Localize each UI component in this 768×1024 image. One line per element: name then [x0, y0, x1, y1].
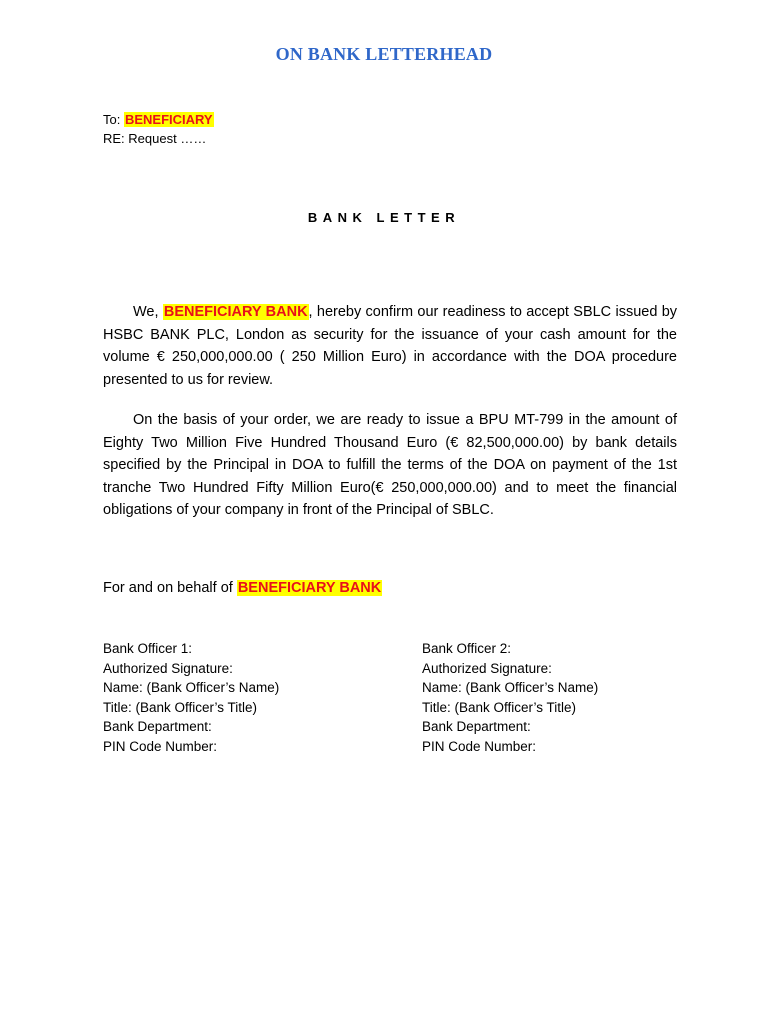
officer-title: Title: (Bank Officer’s Title): [103, 699, 258, 715]
behalf-line: [103, 577, 382, 599]
officer-department: Bank Department:: [422, 719, 531, 734]
re-subject: Request ……: [128, 131, 207, 146]
to-recipient: BENEFICIARY: [124, 112, 213, 127]
to-label: To:: [103, 112, 121, 127]
officer-title: Title: (Bank Officer’s Title): [422, 699, 577, 715]
re-label: RE:: [103, 131, 125, 146]
to-line: [103, 110, 214, 129]
paragraph-confirmation: [103, 301, 677, 391]
behalf-text: For and on behalf of: [103, 580, 233, 596]
officer-heading: Bank Officer 1:: [103, 641, 193, 656]
officer-pin: PIN Code Number:: [422, 738, 537, 754]
paragraph-order: On the basis of your order, we are ready to issue a BPU MT-799 in the amount of Eighty Two Million Five Hundred Thousand Euro (€ 82,500,000.00) by bank details specified by the Principal in DOA to fulfill the terms of the DOA on payment of the 1st tranche Two Hundred Fifty Million Euro(€ 250,000,000.00) and to meet the financial obligations of your company in front of the Principal of SBLC.: [103, 412, 677, 518]
officer-department: Bank Department:: [103, 719, 212, 734]
beneficiary-bank-highlight: BENEFICIARY BANK: [163, 304, 308, 320]
behalf-bank-highlight: BENEFICIARY BANK: [237, 580, 382, 596]
officer-heading: Bank Officer 2:: [422, 641, 512, 656]
officer-pin: PIN Code Number:: [103, 738, 218, 754]
re-line: [103, 129, 214, 148]
officer-1-block: [103, 639, 279, 756]
paragraph-1-text: , hereby confirm our readiness to accept SBLC issued by HSBC BANK PLC, London as security for the issuance of your cash amount for the volume € 250,000,000.00 ( 250 Million Euro) in accordance with the DOA procedure presented to us for review.: [103, 304, 678, 388]
letter-title: BANK LETTER: [307, 210, 461, 225]
officer-name: Name: (Bank Officer’s Name): [103, 680, 280, 695]
paragraph-1-prefix: We,: [133, 304, 159, 320]
officer-2-block: [422, 639, 598, 756]
officer-signature: Authorized Signature:: [422, 660, 552, 676]
officer-signature: Authorized Signature:: [103, 660, 233, 676]
officer-name: Name: (Bank Officer’s Name): [422, 680, 599, 695]
address-block: [103, 110, 214, 148]
letterhead-title: ON BANK LETTERHEAD: [275, 44, 493, 64]
